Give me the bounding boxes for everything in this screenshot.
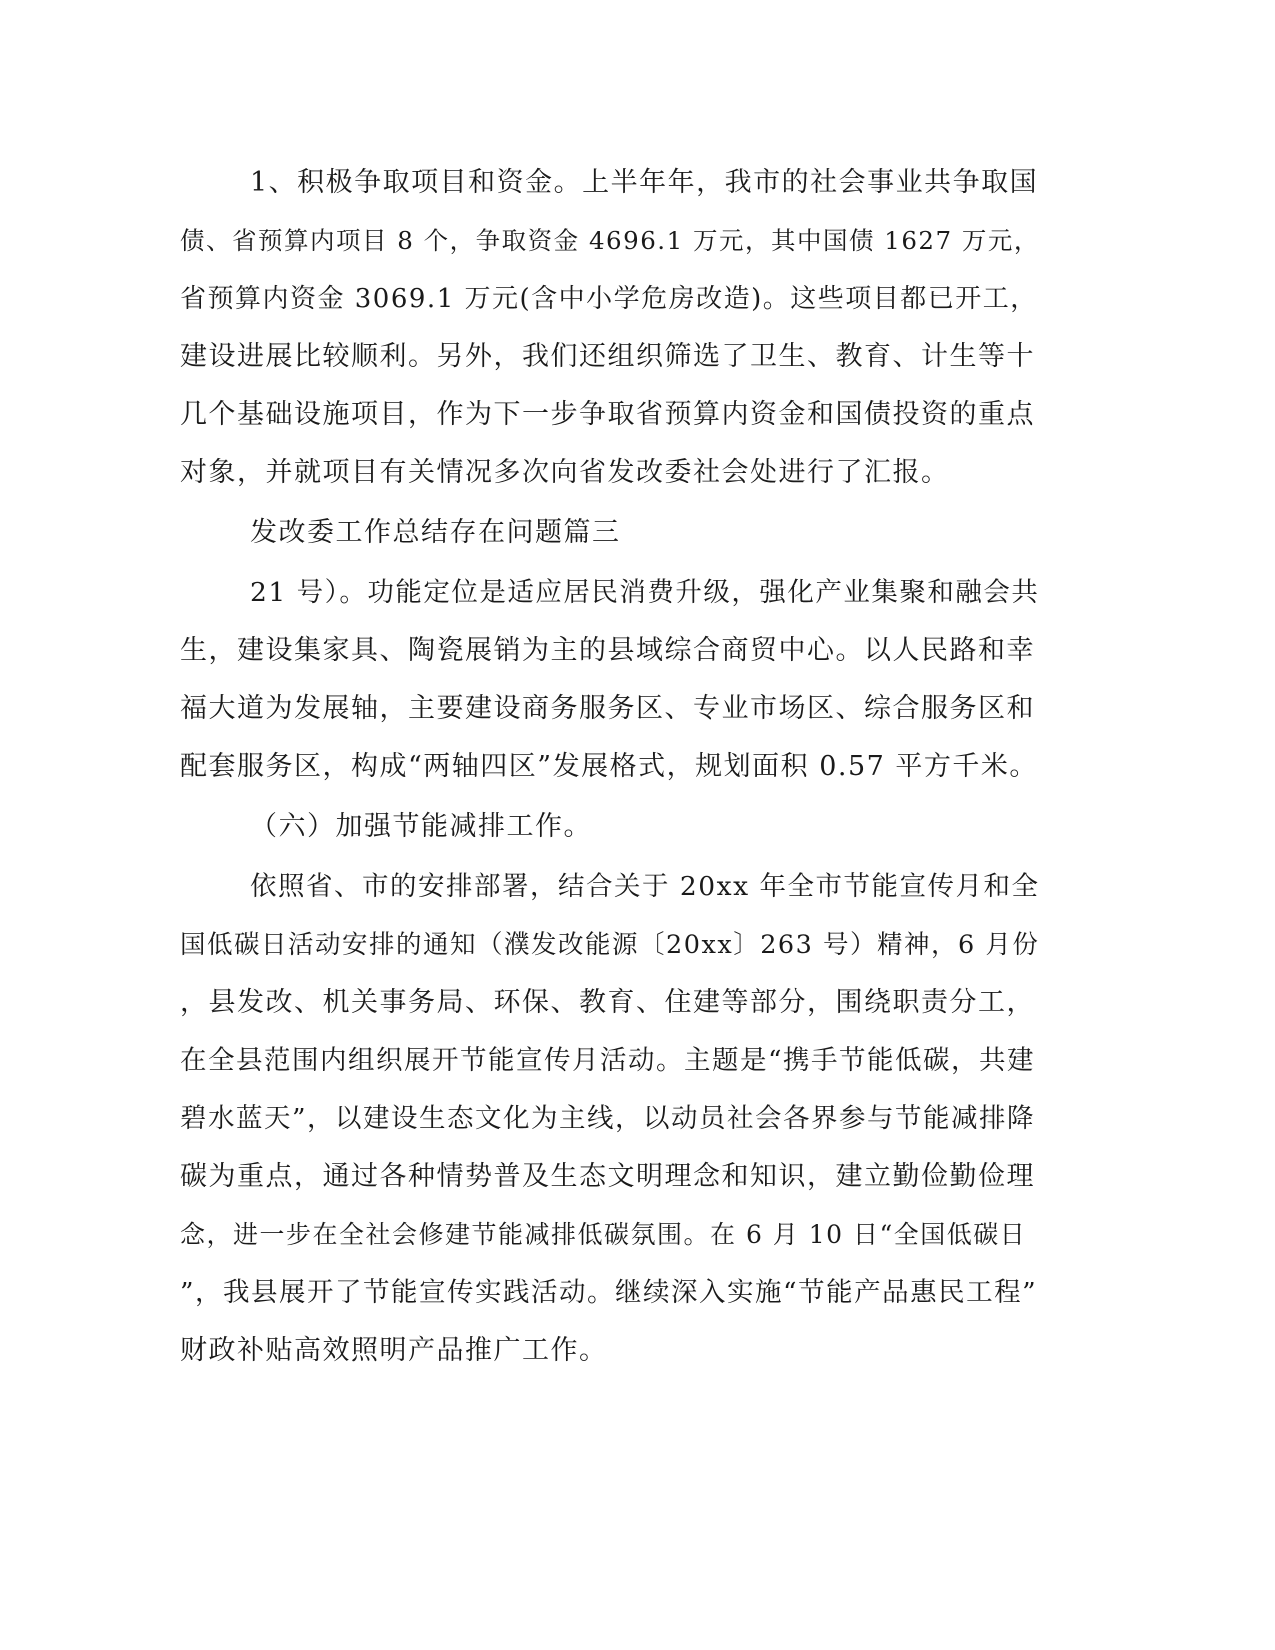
text-line: 1、积极争取项目和资金。上半年年，我市的社会事业共争取国	[250, 167, 1039, 198]
text-line: 碧水蓝天”，以建设生态文化为主线，以动员社会各界参与节能减排降	[180, 1103, 1036, 1134]
text-line: 依照省、市的安排部署，结合关于 20xx 年全市节能宣传月和全	[250, 871, 1040, 902]
text-line: 配套服务区，构成“两轴四区”发展格式，规划面积 0.57 平方千米。	[180, 751, 1038, 782]
text-line: 财政补贴高效照明产品推广工作。	[180, 1335, 608, 1366]
text-line: ，县发改、机关事务局、环保、教育、住建等部分，围绕职责分工，	[180, 987, 1035, 1018]
text-line: 念，进一步在全社会修建节能减排低碳氛围。在 6 月 10 日“全国低碳日	[180, 1220, 1027, 1249]
text-line: 生，建设集家具、陶瓷展销为主的县域综合商贸中心。以人民路和幸	[180, 635, 1035, 666]
text-line: 债、省预算内项目 8 个，争取资金 4696.1 万元，其中国债 1627 万元，	[180, 226, 1040, 255]
text-line: 省预算内资金 3069.1 万元(含中小学危房改造)。这些项目都已开工，	[180, 284, 1038, 314]
text-line: 福大道为发展轴，主要建设商务服务区、专业市场区、综合服务区和	[180, 693, 1035, 724]
section-heading: 发改委工作总结存在问题篇三	[250, 517, 621, 548]
text-line: 在全县范围内组织展开节能宣传月活动。主题是“携手节能低碳，共建	[180, 1045, 1036, 1076]
text-line: 对象，并就项目有关情况多次向省发改委社会处进行了汇报。	[180, 457, 950, 488]
text-line: 建设进展比较顺利。另外，我们还组织筛选了卫生、教育、计生等十	[180, 341, 1035, 372]
text-line: ”，我县展开了节能宣传实践活动。继续深入实施“节能产品惠民工程”	[180, 1277, 1038, 1308]
text-line: 国低碳日活动安排的通知（濮发改能源〔20xx〕263 号）精神，6 月份	[180, 930, 1040, 960]
text-line: 21 号）。功能定位是适应居民消费升级，强化产业集聚和融会共	[250, 577, 1040, 608]
text-line: 碳为重点，通过各种情势普及生态文明理念和知识，建立勤俭勤俭理	[180, 1161, 1035, 1192]
text-line: 几个基础设施项目，作为下一步争取省预算内资金和国债投资的重点	[180, 399, 1035, 430]
subsection-heading: （六）加强节能减排工作。	[250, 811, 592, 842]
